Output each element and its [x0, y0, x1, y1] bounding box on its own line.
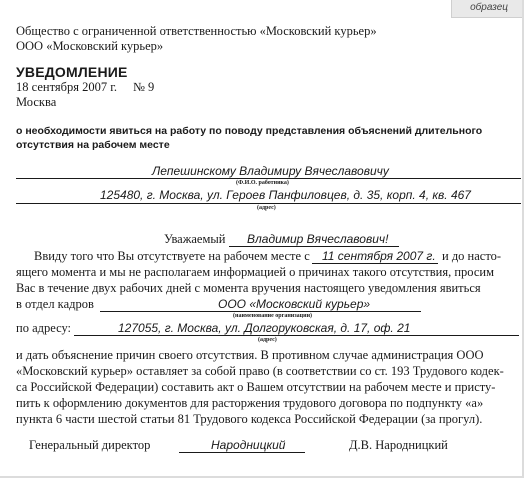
sample-corner-tab: [451, 0, 522, 18]
body-p2-line-3: са Российской Федерации) составить акт о Вашем отсутствии на рабочем месте и присту-: [16, 380, 496, 394]
organization-caption: (наименование организации): [233, 313, 313, 319]
body-line-2: ящего момента и мы не располагаем информацией о причинах такого отсутствия, просим: [16, 265, 494, 279]
organization-line: [100, 311, 421, 312]
body-p2-line-5: пункта 6 части шестой статьи 81 Трудового кодекса Российской Федерации (за прогул).: [16, 412, 483, 426]
absence-date-line: [312, 263, 438, 264]
salutation-name: Владимир Вячеславович!: [247, 232, 389, 246]
document-city: Москва: [16, 95, 57, 109]
document-number: № 9: [133, 80, 155, 94]
recipient-address-caption: (адрес): [257, 205, 276, 211]
signer-name: Д.В. Народницкий: [349, 438, 448, 452]
recipient-name: Лепешинскому Владимиру Вячеславовичу: [152, 164, 389, 178]
body-line-1-start: Ввиду того что Вы отсутствуете на рабочем месте с: [34, 249, 310, 263]
body-p2-line-1: и дать объяснение причин своего отсутствия. В противном случае администрация ООО: [16, 348, 484, 362]
recipient-name-caption: (Ф.И.О. работника): [236, 180, 289, 186]
document-subject: о необходимости явиться на работу по поводу представления объяснений длительного отсутствия на рабочем месте: [16, 125, 483, 151]
document-title: УВЕДОМЛЕНИЕ: [16, 64, 128, 80]
org-short-name: ООО «Московский курьер»: [16, 39, 164, 53]
org-full-name: Общество с ограниченной ответственностью «Московский курьер»: [16, 24, 377, 38]
body-line-1-end: и до насто-: [442, 249, 502, 263]
signature-line: [179, 452, 305, 453]
body-line-3: Вас в течение двух рабочих дней с момента вручения настоящего уведомления явиться: [16, 281, 481, 295]
signer-signature: Народницкий: [211, 438, 286, 452]
recipient-name-line: [16, 178, 521, 179]
salutation-name-line: [229, 246, 399, 247]
signer-position: Генеральный директор: [29, 438, 151, 452]
hr-address-caption: (адрес): [258, 337, 277, 343]
body-p2-line-2: «Московский курьер» оставляет за собой право (в соответствии со ст. 193 Трудового кодек-: [16, 364, 504, 378]
hr-address-line: [74, 335, 519, 336]
document-date: 18 сентября 2007 г.: [16, 80, 118, 94]
hr-department-prefix: в отдел кадров: [16, 297, 94, 311]
sample-label: образец: [470, 2, 508, 13]
absence-start-date: 11 сентября 2007 г.: [322, 249, 436, 263]
address-prefix: по адресу:: [16, 321, 72, 335]
recipient-address-line: [16, 203, 521, 204]
recipient-address: 125480, г. Москва, ул. Героев Панфиловцев, д. 35, корп. 4, кв. 467: [100, 188, 471, 202]
salutation-prefix: Уважаемый: [164, 232, 226, 246]
body-p2-line-4: пить к оформлению документов для расторжения трудового договора по подпункту «а»: [16, 396, 484, 410]
hr-organization-name: ООО «Московский курьер»: [218, 297, 371, 311]
hr-address: 127055, г. Москва, ул. Долгоруковская, д. 17, оф. 21: [118, 321, 411, 335]
